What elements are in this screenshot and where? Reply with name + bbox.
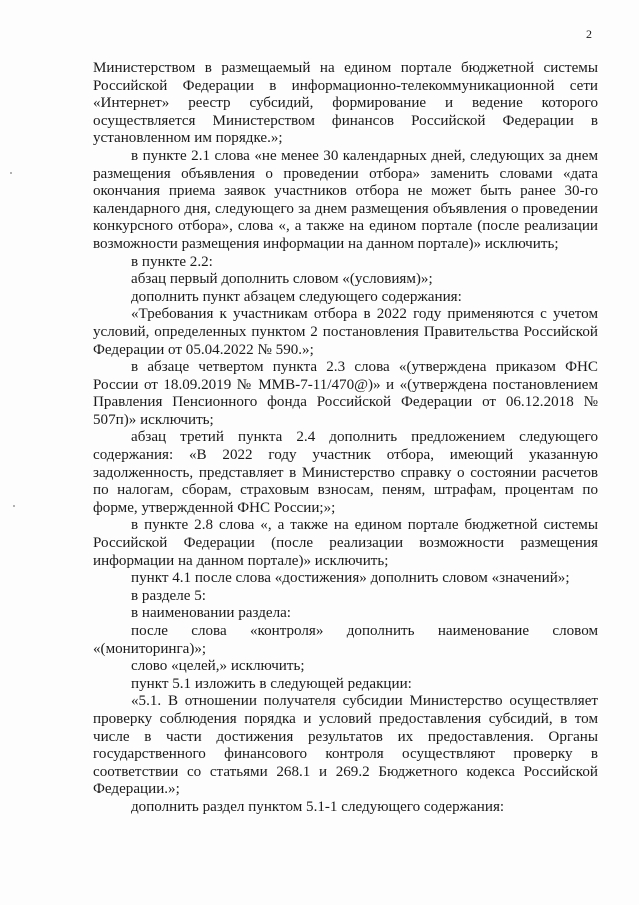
paragraph: дополнить пункт абзацем следующего содержания: — [131, 288, 462, 305]
paragraph: «Требования к участникам отбора в 2022 году применяются с учетом условий, определенных пунктом 2 постановления Правительства Российской Федерации от 05.04.2022 № 590.»; — [93, 306, 598, 358]
paragraph: после слова «контроля» дополнить наименование словом «(мониторинга)»; — [93, 623, 598, 657]
paragraph: в разделе 5: — [131, 587, 206, 604]
paragraph: в пункте 2.2: — [131, 253, 213, 270]
paragraph: пункт 4.1 после слова «достижения» дополнить словом «значений»; — [131, 570, 570, 587]
paragraph: в наименовании раздела: — [131, 605, 292, 622]
paragraph: абзац первый дополнить словом «(условиям)»; — [131, 271, 433, 288]
page-number: 2 — [586, 27, 592, 41]
document-body — [93, 60, 598, 817]
paragraph: слово «целей,» исключить; — [131, 658, 305, 675]
paragraph: дополнить раздел пунктом 5.1-1 следующего содержания: — [131, 798, 505, 815]
paragraph: в пункте 2.1 слова «не менее 30 календарных дней, следующих за днем размещения объявления о проведении отбора» заменить словами «дата окончания приема заявок участников отбора не может быть ранее 30-го календарного дня, следующего за днем размещения объявления о проведении конкурсного отбора», слова «, а также на едином портале (после реализации возможности размещения информации на данном портале)» исключить; — [93, 147, 598, 252]
scan-mark — [13, 505, 15, 507]
paragraph: Министерством в размещаемый на едином портале бюджетной системы Российской Федерации в информационно-телекоммуникационной сети «Интернет» реестр субсидий, формирование и ведение которого осуществляется Министерством финансов Российской Федерации в установленном им порядке.»; — [93, 60, 598, 147]
paragraph: в пункте 2.8 слова «, а также на едином портале бюджетной системы Российской Федерации (после реализации возможности размещения информации на данном портале)» исключить; — [93, 517, 598, 569]
paragraph: пункт 5.1 изложить в следующей редакции: — [131, 675, 412, 692]
paragraph: абзац третий пункта 2.4 дополнить предложением следующего содержания: «В 2022 году участник отбора, имеющий указанную задолженность, представляет в Министерство справку о состоянии расчетов по налогам, сборам, страховым взносам, пеням, штрафам, процентам по форме, утвержденной ФНС России;»; — [93, 429, 598, 516]
paragraph: «5.1. В отношении получателя субсидии Министерство осуществляет проверку соблюдения порядка и условий предоставления субсидий, в том числе в части достижения результатов их предоставления. Органы государственного финансового контроля осуществляют проверку в соответствии со статьями 268.1 и 269.2 Бюджетного кодекса Российской Федерации.»; — [93, 693, 598, 798]
paragraph: в абзаце четвертом пункта 2.3 слова «(утверждена приказом ФНС России от 18.09.2019 № ММВ-7-11/470@)» и «(утверждена постановлением Правления Пенсионного фонда Российской Федерации от 06.12.2018 № 507п)» исключить; — [93, 359, 598, 428]
scan-mark — [10, 172, 12, 174]
